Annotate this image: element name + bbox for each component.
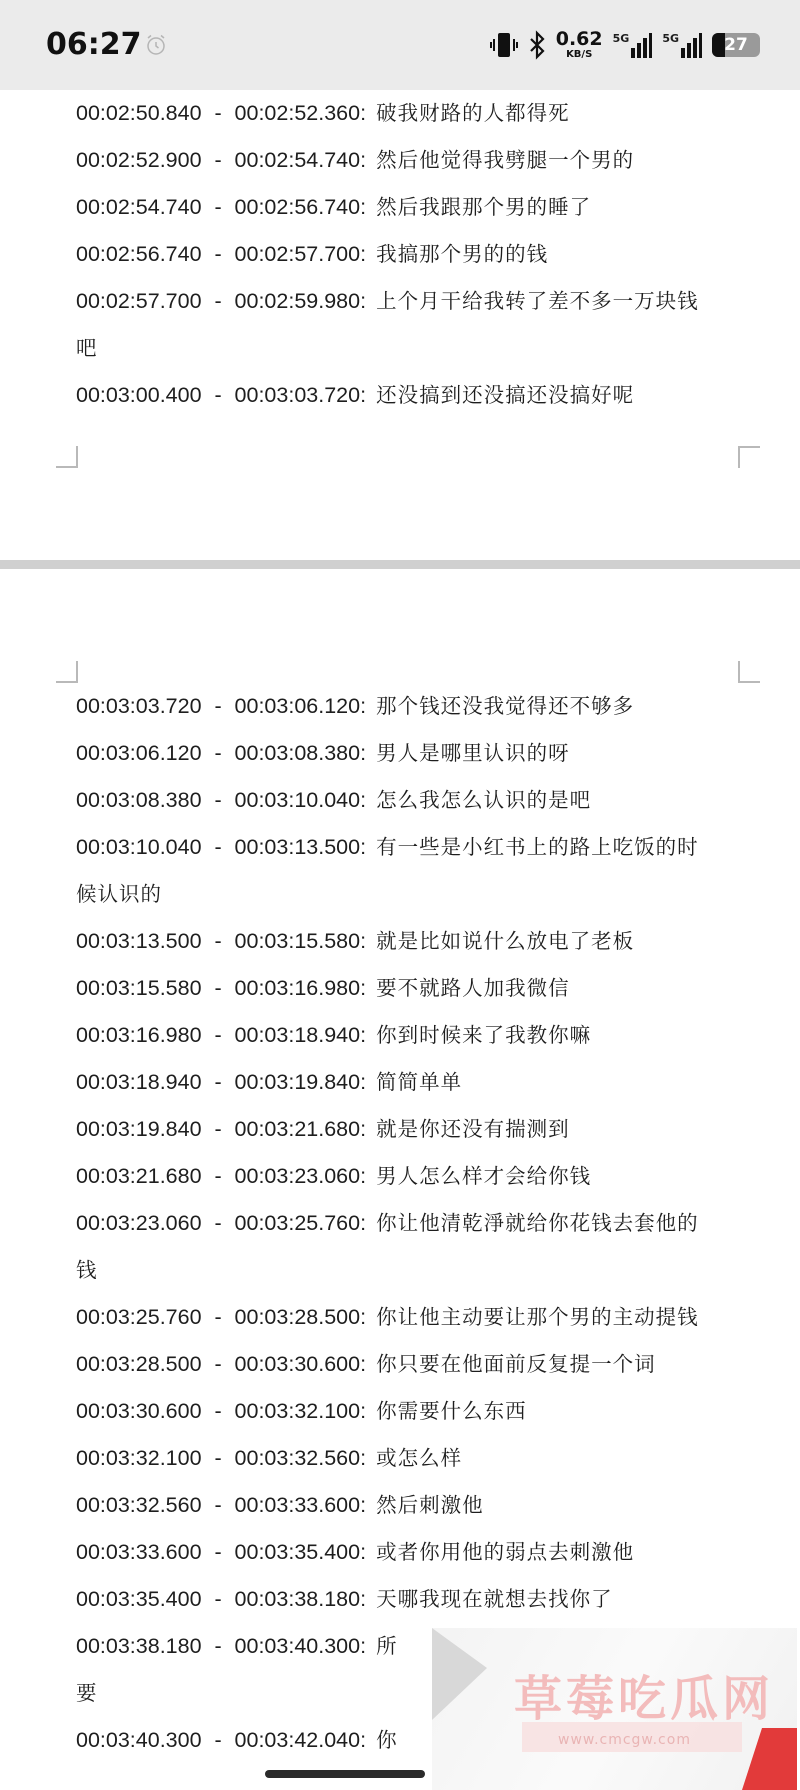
transcript-line: 00:03:06.120 - 00:03:08.380: 男人是哪里认识的呀 bbox=[76, 730, 760, 777]
start-timestamp: 00:03:32.100 bbox=[76, 1446, 202, 1470]
start-timestamp: 00:03:03.720 bbox=[76, 694, 202, 718]
subtitle-text-continuation: 要 bbox=[76, 1681, 98, 1705]
end-timestamp: 00:03:40.300 bbox=[234, 1634, 361, 1658]
timestamp-separator: - bbox=[214, 976, 222, 1000]
end-timestamp: 00:02:54.740 bbox=[234, 148, 361, 172]
timestamp-separator: - bbox=[214, 835, 222, 859]
transcript-line: 00:03:21.680 - 00:03:23.060: 男人怎么样才会给你钱 bbox=[76, 1153, 760, 1200]
timestamp-separator: - bbox=[214, 1587, 222, 1611]
timestamp-separator: - bbox=[214, 1399, 222, 1423]
start-timestamp: 00:02:56.740 bbox=[76, 242, 202, 266]
end-timestamp: 00:03:23.060 bbox=[234, 1164, 361, 1188]
transcript-line: 00:03:08.380 - 00:03:10.040: 怎么我怎么认识的是吧 bbox=[76, 777, 760, 824]
network-speed-value: 0.62 bbox=[555, 28, 603, 50]
transcript-line: 00:03:28.500 - 00:03:30.600: 你只要在他面前反复提一个词 bbox=[76, 1341, 760, 1388]
end-timestamp: 00:03:35.400 bbox=[234, 1540, 361, 1564]
start-timestamp: 00:03:23.060 bbox=[76, 1211, 202, 1235]
document-page-2 bbox=[0, 569, 800, 1790]
end-timestamp: 00:03:32.560 bbox=[234, 1446, 361, 1470]
start-timestamp: 00:03:33.600 bbox=[76, 1540, 202, 1564]
timestamp-separator: - bbox=[214, 788, 222, 812]
page-separator bbox=[0, 560, 800, 569]
signal-2 bbox=[662, 32, 702, 58]
page-corner-mark bbox=[738, 661, 760, 683]
transcript-lines-page-2 bbox=[76, 683, 760, 1764]
page-corner-mark bbox=[56, 661, 78, 683]
timestamp-separator: - bbox=[214, 1117, 222, 1141]
vibrate-icon bbox=[490, 30, 518, 60]
subtitle-text: 怎么我怎么认识的是吧 bbox=[376, 788, 592, 812]
status-time: 06:27 bbox=[46, 27, 142, 62]
watermark-text: 草莓吃瓜网 bbox=[514, 1671, 775, 1727]
subtitle-text: 男人怎么样才会给你钱 bbox=[376, 1164, 592, 1188]
timestamp-separator: - bbox=[214, 1164, 222, 1188]
start-timestamp: 00:03:13.500 bbox=[76, 929, 202, 953]
transcript-line: 00:02:56.740 - 00:02:57.700: 我搞那个男的的钱 bbox=[76, 231, 760, 278]
timestamp-separator: - bbox=[214, 1493, 222, 1517]
transcript-line: 00:03:35.400 - 00:03:38.180: 天哪我现在就想去找你了 bbox=[76, 1576, 760, 1623]
subtitle-text: 我搞那个男的的钱 bbox=[376, 242, 549, 266]
timestamp-separator: - bbox=[214, 929, 222, 953]
start-timestamp: 00:03:08.380 bbox=[76, 788, 202, 812]
end-timestamp: 00:03:38.180 bbox=[234, 1587, 361, 1611]
transcript-line: 00:03:32.100 - 00:03:32.560: 或怎么样 bbox=[76, 1435, 760, 1482]
start-timestamp: 00:02:52.900 bbox=[76, 148, 202, 172]
start-timestamp: 00:03:18.940 bbox=[76, 1070, 202, 1094]
timestamp-separator: - bbox=[214, 1023, 222, 1047]
document-page-1 bbox=[0, 90, 800, 560]
timestamp-separator: - bbox=[214, 242, 222, 266]
transcript-line: 00:03:40.300 - 00:03:42.040: 你 bbox=[76, 1717, 760, 1764]
signal-1-label: 5G bbox=[612, 32, 630, 45]
start-timestamp: 00:03:32.560 bbox=[76, 1493, 202, 1517]
transcript-line: 00:03:18.940 - 00:03:19.840: 简简单单 bbox=[76, 1059, 760, 1106]
subtitle-text: 你让他清乾淨就给你花钱去套他的 bbox=[376, 1211, 699, 1235]
alarm-clock-icon bbox=[144, 33, 168, 57]
timestamp-separator: - bbox=[214, 101, 222, 125]
subtitle-text: 就是你还没有揣测到 bbox=[376, 1117, 570, 1141]
bluetooth-icon bbox=[528, 30, 546, 60]
subtitle-text: 你让他主动要让那个男的主动提钱 bbox=[376, 1305, 699, 1329]
subtitle-text: 然后我跟那个男的睡了 bbox=[376, 195, 592, 219]
start-timestamp: 00:03:25.760 bbox=[76, 1305, 202, 1329]
subtitle-text: 你 bbox=[376, 1728, 398, 1752]
start-timestamp: 00:03:35.400 bbox=[76, 1587, 202, 1611]
network-speed-unit: KB/S bbox=[566, 49, 593, 60]
subtitle-text: 然后刺激他 bbox=[376, 1493, 484, 1517]
transcript-lines-page-1 bbox=[76, 90, 760, 419]
signal-1 bbox=[613, 32, 653, 58]
timestamp-separator: - bbox=[214, 1446, 222, 1470]
timestamp-separator: - bbox=[214, 1634, 222, 1658]
transcript-line: 00:03:19.840 - 00:03:21.680: 就是你还没有揣测到 bbox=[76, 1106, 760, 1153]
transcript-line: 00:03:00.400 - 00:03:03.720: 还没搞到还没搞还没搞好呢 bbox=[76, 372, 760, 419]
transcript-line: 00:02:52.900 - 00:02:54.740: 然后他觉得我劈腿一个男的 bbox=[76, 137, 760, 184]
battery-level-fill bbox=[712, 33, 725, 57]
subtitle-text: 就是比如说什么放电了老板 bbox=[376, 929, 635, 953]
start-timestamp: 00:03:28.500 bbox=[76, 1352, 202, 1376]
timestamp-separator: - bbox=[214, 148, 222, 172]
start-timestamp: 00:03:21.680 bbox=[76, 1164, 202, 1188]
start-timestamp: 00:03:30.600 bbox=[76, 1399, 202, 1423]
transcript-line: 00:02:50.840 - 00:02:52.360: 破我财路的人都得死 bbox=[76, 90, 760, 137]
transcript-line: 00:03:15.580 - 00:03:16.980: 要不就路人加我微信 bbox=[76, 965, 760, 1012]
network-speed bbox=[556, 30, 603, 60]
end-timestamp: 00:02:52.360 bbox=[234, 101, 361, 125]
transcript-line: 00:03:33.600 - 00:03:35.400: 或者你用他的弱点去刺激他 bbox=[76, 1529, 760, 1576]
start-timestamp: 00:03:10.040 bbox=[76, 835, 202, 859]
start-timestamp: 00:02:54.740 bbox=[76, 195, 202, 219]
end-timestamp: 00:03:21.680 bbox=[234, 1117, 361, 1141]
signal-bars-icon bbox=[630, 32, 652, 58]
subtitle-text: 那个钱还没我觉得还不够多 bbox=[376, 694, 635, 718]
subtitle-text: 你只要在他面前反复提一个词 bbox=[376, 1352, 656, 1376]
end-timestamp: 00:03:19.840 bbox=[234, 1070, 361, 1094]
end-timestamp: 00:02:57.700 bbox=[234, 242, 361, 266]
transcript-line: 00:03:03.720 - 00:03:06.120: 那个钱还没我觉得还不够多 bbox=[76, 683, 760, 730]
transcript-line: 00:03:32.560 - 00:03:33.600: 然后刺激他 bbox=[76, 1482, 760, 1529]
subtitle-text: 简简单单 bbox=[376, 1070, 463, 1094]
timestamp-separator: - bbox=[214, 1728, 222, 1752]
end-timestamp: 00:03:42.040 bbox=[234, 1728, 361, 1752]
subtitle-text-continuation: 吧 bbox=[76, 336, 98, 360]
start-timestamp: 00:03:40.300 bbox=[76, 1728, 202, 1752]
transcript-line: 00:02:57.700 - 00:02:59.980: 上个月干给我转了差不多一万块钱 bbox=[76, 278, 760, 325]
transcript-line: 00:02:54.740 - 00:02:56.740: 然后我跟那个男的睡了 bbox=[76, 184, 760, 231]
end-timestamp: 00:03:33.600 bbox=[234, 1493, 361, 1517]
subtitle-text: 破我财路的人都得死 bbox=[376, 101, 570, 125]
timestamp-separator: - bbox=[214, 741, 222, 765]
start-timestamp: 00:03:06.120 bbox=[76, 741, 202, 765]
end-timestamp: 00:03:08.380 bbox=[234, 741, 361, 765]
end-timestamp: 00:03:28.500 bbox=[234, 1305, 361, 1329]
subtitle-text: 或怎么样 bbox=[376, 1446, 463, 1470]
transcript-line: 00:03:10.040 - 00:03:13.500: 有一些是小红书上的路上吃饭的时 bbox=[76, 824, 760, 871]
subtitle-text: 或者你用他的弱点去刺激他 bbox=[376, 1540, 635, 1564]
subtitle-text: 要不就路人加我微信 bbox=[376, 976, 570, 1000]
subtitle-text: 男人是哪里认识的呀 bbox=[376, 741, 570, 765]
start-timestamp: 00:03:38.180 bbox=[76, 1634, 202, 1658]
watermark bbox=[432, 1628, 797, 1790]
end-timestamp: 00:02:56.740 bbox=[234, 195, 361, 219]
subtitle-text: 然后他觉得我劈腿一个男的 bbox=[376, 148, 635, 172]
transcript-line: 00:03:13.500 - 00:03:15.580: 就是比如说什么放电了老板 bbox=[76, 918, 760, 965]
timestamp-separator: - bbox=[214, 1352, 222, 1376]
transcript-line: 00:03:23.060 - 00:03:25.760: 你让他清乾淨就给你花钱去套他的 bbox=[76, 1200, 760, 1247]
subtitle-text-continuation: 候认识的 bbox=[76, 882, 162, 906]
signal-2-label: 5G bbox=[662, 32, 679, 45]
end-timestamp: 00:03:25.760 bbox=[234, 1211, 361, 1235]
subtitle-text: 还没搞到还没搞还没搞好呢 bbox=[376, 383, 635, 407]
end-timestamp: 00:03:13.500 bbox=[234, 835, 361, 859]
end-timestamp: 00:02:59.980 bbox=[234, 289, 361, 313]
start-timestamp: 00:02:57.700 bbox=[76, 289, 202, 313]
timestamp-separator: - bbox=[214, 1540, 222, 1564]
subtitle-text: 有一些是小红书上的路上吃饭的时 bbox=[376, 835, 699, 859]
timestamp-separator: - bbox=[214, 289, 222, 313]
page-corner-mark bbox=[56, 446, 78, 468]
subtitle-text: 你需要什么东西 bbox=[376, 1399, 527, 1423]
subtitle-text: 上个月干给我转了差不多一万块钱 bbox=[376, 289, 699, 313]
end-timestamp: 00:03:10.040 bbox=[234, 788, 361, 812]
end-timestamp: 00:03:03.720 bbox=[234, 383, 361, 407]
status-bar bbox=[0, 0, 800, 90]
status-icons bbox=[490, 28, 760, 62]
end-timestamp: 00:03:18.940 bbox=[234, 1023, 361, 1047]
page-corner-mark bbox=[738, 446, 760, 468]
timestamp-separator: - bbox=[214, 195, 222, 219]
subtitle-text: 你到时候来了我教你嘛 bbox=[376, 1023, 592, 1047]
start-timestamp: 00:03:15.580 bbox=[76, 976, 202, 1000]
subtitle-text: 天哪我现在就想去找你了 bbox=[376, 1587, 613, 1611]
transcript-line: 00:03:16.980 - 00:03:18.940: 你到时候来了我教你嘛 bbox=[76, 1012, 760, 1059]
signal-bars-icon bbox=[680, 32, 702, 58]
subtitle-text: 所 bbox=[376, 1634, 398, 1658]
timestamp-separator: - bbox=[214, 1305, 222, 1329]
end-timestamp: 00:03:16.980 bbox=[234, 976, 361, 1000]
watermark-url: www.cmcgw.com bbox=[558, 1732, 691, 1748]
battery-level: 27 bbox=[724, 35, 748, 55]
timestamp-separator: - bbox=[214, 694, 222, 718]
start-timestamp: 00:03:00.400 bbox=[76, 383, 202, 407]
end-timestamp: 00:03:32.100 bbox=[234, 1399, 361, 1423]
transcript-line: 00:03:38.180 - 00:03:40.300: 所 bbox=[76, 1623, 760, 1670]
battery-icon bbox=[712, 33, 760, 57]
home-indicator[interactable] bbox=[265, 1770, 425, 1778]
timestamp-separator: - bbox=[214, 383, 222, 407]
end-timestamp: 00:03:15.580 bbox=[234, 929, 361, 953]
subtitle-text-continuation: 钱 bbox=[76, 1258, 98, 1282]
transcript-line: 00:03:30.600 - 00:03:32.100: 你需要什么东西 bbox=[76, 1388, 760, 1435]
start-timestamp: 00:03:16.980 bbox=[76, 1023, 202, 1047]
start-timestamp: 00:03:19.840 bbox=[76, 1117, 202, 1141]
start-timestamp: 00:02:50.840 bbox=[76, 101, 202, 125]
timestamp-separator: - bbox=[214, 1211, 222, 1235]
timestamp-separator: - bbox=[214, 1070, 222, 1094]
end-timestamp: 00:03:30.600 bbox=[234, 1352, 361, 1376]
transcript-line: 00:03:25.760 - 00:03:28.500: 你让他主动要让那个男的主动提钱 bbox=[76, 1294, 760, 1341]
end-timestamp: 00:03:06.120 bbox=[234, 694, 361, 718]
